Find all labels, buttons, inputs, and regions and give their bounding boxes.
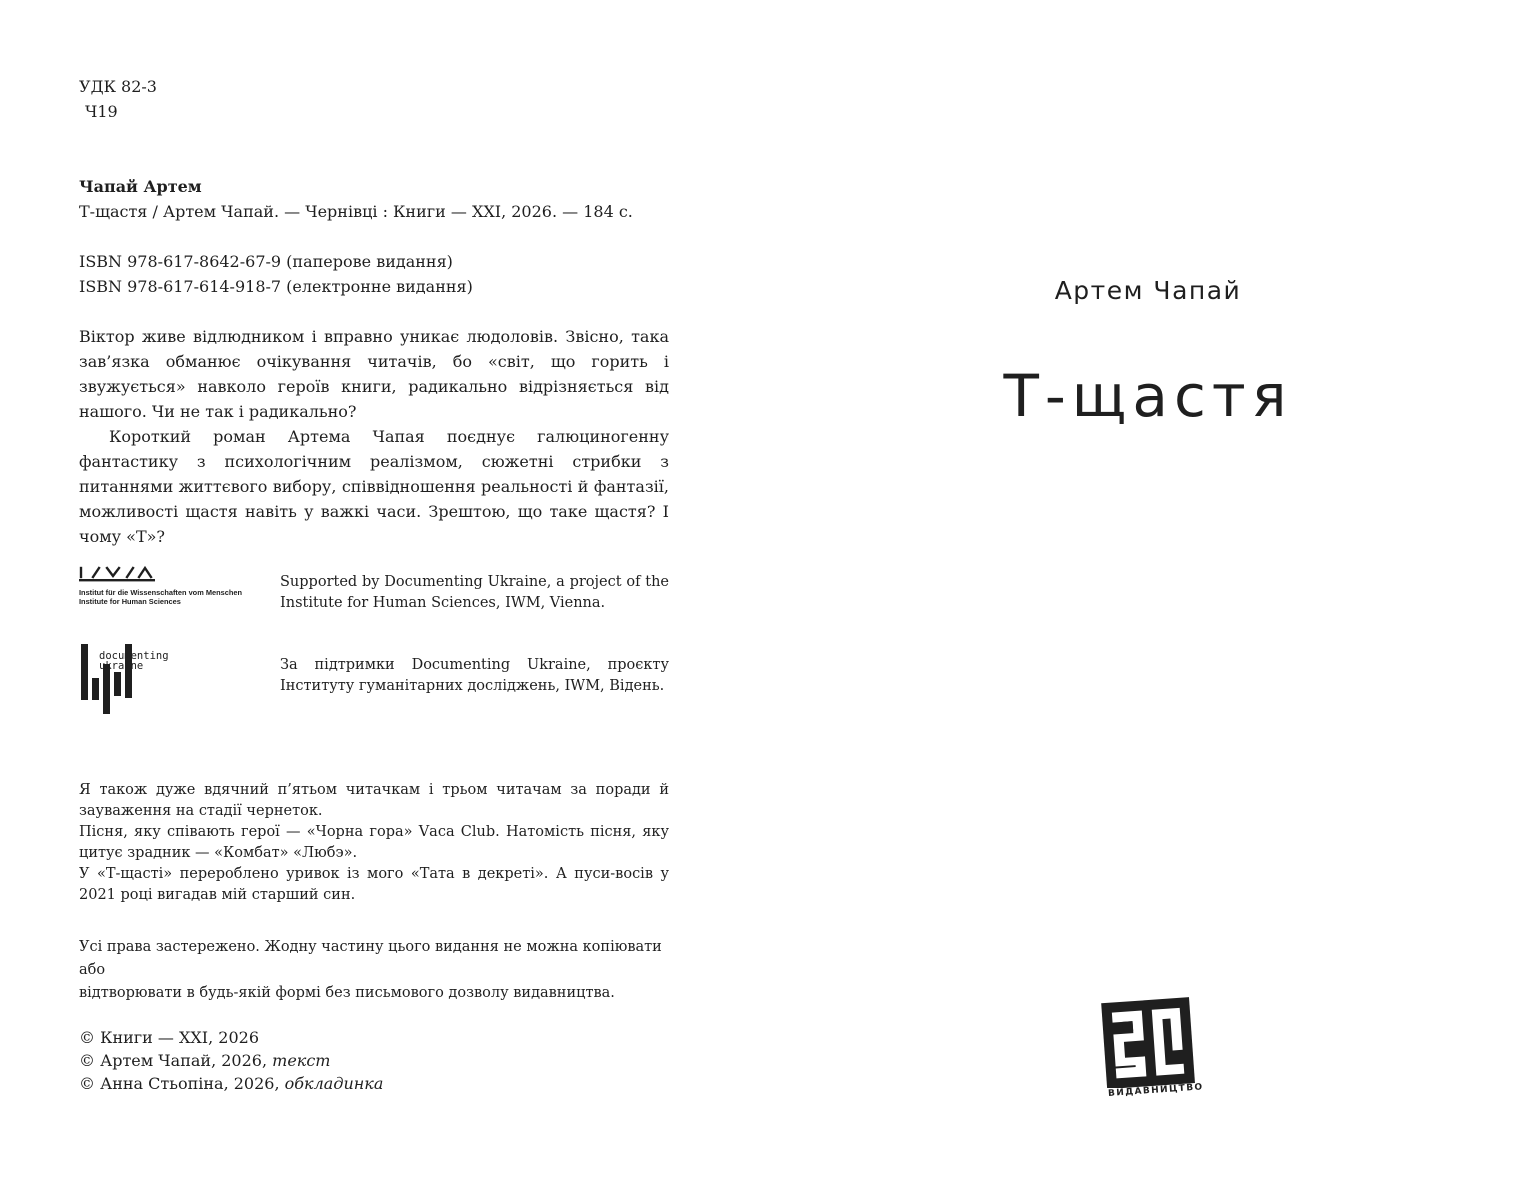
support-text-en: Supported by Documenting Ukraine, a project of the Institute for Human Sciences, IWM, Vienna. <box>280 574 669 611</box>
copyright-page <box>79 72 669 1132</box>
copyright-holder: © Книги — XXI, 2026 <box>79 1028 260 1047</box>
support-note-ua <box>280 655 669 697</box>
udk-block <box>79 74 157 124</box>
iwm-logo-line: Institute for Human Sciences <box>79 597 181 606</box>
annotation-paragraph: Короткий роман Артема Чапая поєднує галюциногенну фантастику з психологічним реалізмом, сюжетні стрибки з питаннями життєвого вибору, співвідношення реальності й фантазії, можливості щастя навіть у важкі часи. Зрештою, що таке щастя? І чому «Т»? <box>79 427 669 546</box>
isbn-electronic: ISBN 978-617-614-918-7 (електронне видання) <box>79 277 473 296</box>
publisher-caption: ВИДАВНИЦТВО <box>1107 1082 1204 1099</box>
du-logo-line: ukraine <box>99 660 144 672</box>
copyright-holder: © Артем Чапай, 2026, <box>79 1051 273 1070</box>
biblio-author: Чапай Артем <box>79 177 202 196</box>
copyright-line <box>79 1026 383 1049</box>
isbn-paper: ISBN 978-617-8642-67-9 (паперове видання) <box>79 252 453 271</box>
annotation-paragraph: Віктор живе відлюдником і вправно уникає людоловів. Звісно, така зав’язка обманює очікування читачів, бо «світ, що горить і звужується» навколо героїв книги, радикально відрізняється від нашого. Чи не так і радикально? <box>79 327 669 421</box>
support-note-en <box>280 572 669 614</box>
copyright-holder: © Анна Стьопіна, 2026, <box>79 1074 285 1093</box>
support-text-ua: За підтримки Documenting Ukraine, проєкту Інституту гуманітарних досліджень, IWM, Відень. <box>280 657 669 694</box>
bibliographic-record <box>79 174 633 224</box>
annotation <box>79 324 669 549</box>
title-author: Артем Чапай <box>1054 276 1242 305</box>
iwm-logo-mark <box>79 564 159 582</box>
rights-notice <box>79 936 669 1005</box>
thanks-paragraph: Пісня, яку співають герої — «Чорна гора» Vаса Club. Натомість пісня, яку цитує зрадник — «Комбат» «Любэ». <box>79 824 669 861</box>
copyright-line <box>79 1049 383 1072</box>
biblio-line: Т-щастя / Артем Чапай. — Чернівці : Книги — XXI, 2026. — 184 с. <box>79 202 633 221</box>
title-page <box>768 0 1536 1182</box>
book-title: Т-щастя <box>1003 362 1293 430</box>
iwm-logo <box>79 564 269 624</box>
iwm-logo-line: Institut für die Wissenschaften vom Menschen <box>79 588 242 597</box>
isbn-block <box>79 249 473 299</box>
du-logo-line: documenting <box>99 650 169 662</box>
documenting-ukraine-logo <box>79 642 199 714</box>
rights-line: Усі права застережено. Жодну частину цього видання не можна копіювати або <box>79 939 662 978</box>
copyright-line <box>79 1072 383 1095</box>
rights-line: відтворювати в будь-якій формі без письмового дозволу видавництва. <box>79 985 615 1001</box>
publisher-logo <box>1100 996 1204 1104</box>
copyright-role: текст <box>272 1051 331 1070</box>
acknowledgements <box>79 780 669 906</box>
thanks-paragraph: У «Т-щасті» перероблено уривок із мого «Тата в декреті». А пуси-восів у 2021 році вигадав мій старший син. <box>79 866 669 903</box>
publisher-21-icon <box>1100 996 1200 1088</box>
udk-code: УДК 82-3 <box>79 77 157 96</box>
copyright-role: обкладинка <box>284 1074 384 1093</box>
copyright-lines <box>79 1026 383 1095</box>
author-mark: Ч19 <box>85 102 118 121</box>
thanks-paragraph: Я також дуже вдячний п’ятьом читачкам і трьом читачам за поради й зауваження на стадії чернеток. <box>79 782 669 819</box>
